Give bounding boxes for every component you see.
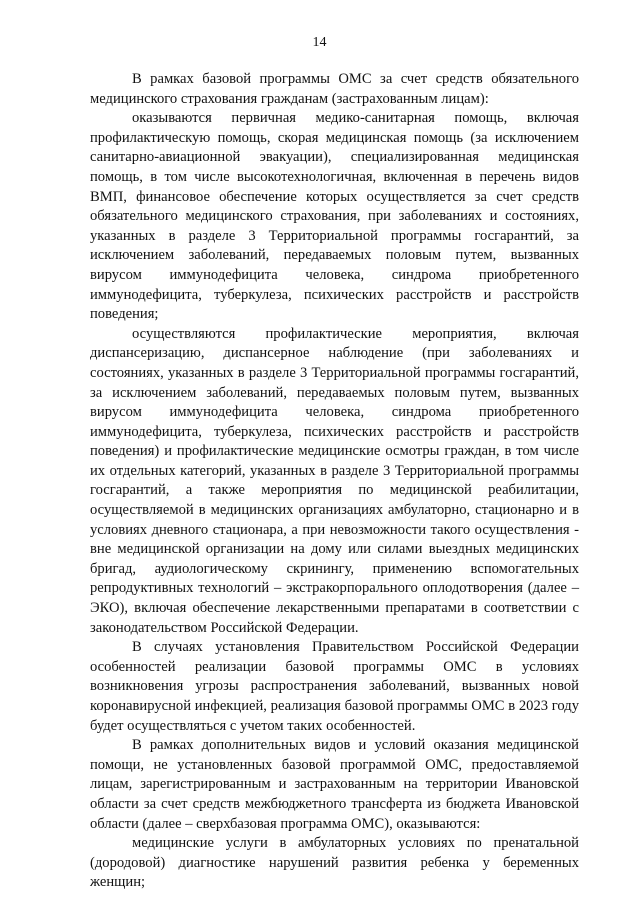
page-number: 14 <box>312 35 327 50</box>
document-body <box>90 70 579 893</box>
paragraph: В рамках базовой программы ОМС за счет средств обязательного медицинского страхования гражданам (застрахованным лицам): <box>90 71 579 107</box>
paragraph: В случаях установления Правительством Российской Федерации особенностей реализации базовой программы ОМС в условиях возникновения угрозы распространения заболеваний, вызванных новой коронавирусной инфекцией, реализация базовой программы ОМС в 2023 году будет осуществляться с учетом таких особенностей. <box>90 639 579 734</box>
paragraph: оказываются первичная медико-санитарная помощь, включая профилактическую помощь, скорая медицинская помощь (за исключением санитарно-авиационной эвакуации), специализированная медицинская помощь, в том числе высокотехнологичная, включенная в перечень видов ВМП, финансовое обеспечение которых осуществляется за счет средств обязательного медицинского страхования, при заболеваниях и состояниях, указанных в разделе 3 Территориальной программы госгарантий, за исключением заболеваний, передаваемых половым путем, вызванных вирусом иммунодефицита человека, синдрома приобретенного иммунодефицита, туберкулеза, психических расстройств и расстройств поведения; <box>90 110 579 323</box>
paragraph: медицинские услуги в амбулаторных условиях по пренатальной (дородовой) диагностике нарушений развития ребенка у беременных женщин; <box>90 835 579 891</box>
paragraph: В рамках дополнительных видов и условий оказания медицинской помощи, не установленных базовой программой ОМС, предоставляемой лицам, зарегистрированным и застрахованным на территории Ивановской области за счет средств межбюджетного трансферта из бюджета Ивановской области (далее – сверхбазовая программа ОМС), оказываются: <box>90 737 579 832</box>
paragraph: осуществляются профилактические мероприятия, включая диспансеризацию, диспансерное наблюдение (при заболеваниях и состояниях, указанных в разделе 3 Территориальной программы госгарантий, за исключением заболеваний, передаваемых половым путем, вызванных вирусом иммунодефицита человека, синдрома приобретенного иммунодефицита, туберкулеза, психических расстройств и расстройств поведения) и профилактические медицинские осмотры граждан, в том числе их отдельных категорий, указанных в разделе 3 Территориальной программы госгарантий, а также мероприятия по медицинской реабилитации, осуществляемой в медицинских организациях амбулаторно, стационарно и в условиях дневного стационара, а при невозможности такого осуществления - вне медицинской организации на дому или силами выездных медицинских бригад, аудиологическому скринингу, применению вспомогательных репродуктивных технологий – экстракорпорального оплодотворения (далее – ЭКО), включая обеспечение лекарственными препаратами в соответствии с законодательством Российской Федерации. <box>90 325 579 636</box>
